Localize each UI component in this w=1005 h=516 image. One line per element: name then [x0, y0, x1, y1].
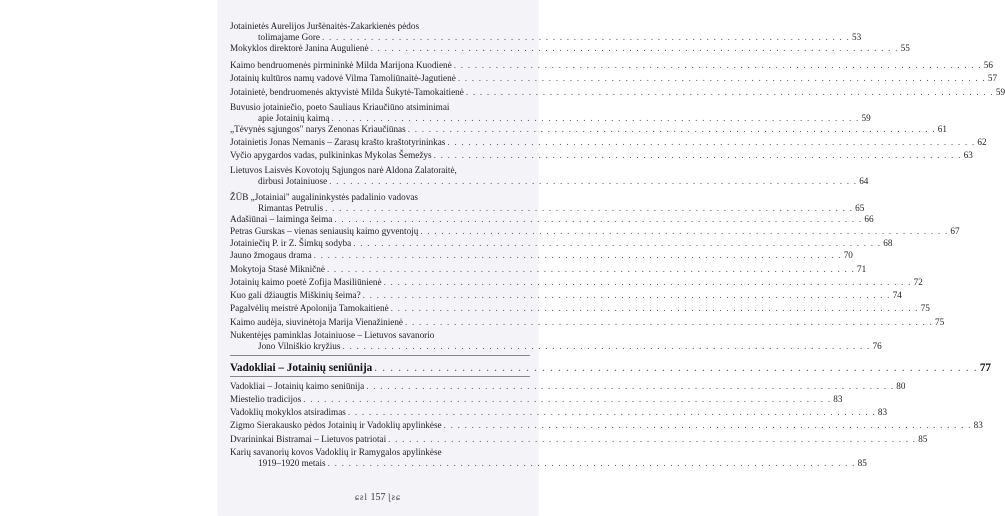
toc-entry-title: Vyčio apygardos vadas, pulkininkas Mykolas Šemežys [230, 150, 432, 160]
table-of-contents [218, 0, 1005, 516]
dot-leader: . . . . . . . . . . . . . . . . . . . . . . . . . . . . . . . . . . . . . . . . . . . . . . . . . . . . . . . . . . . . . . . . . . . . . . . . . . . . [433, 150, 962, 160]
toc-entry-title: Jotainietės Aurelijos Juršėnaitės-Zakarkienės pėdos [230, 21, 420, 31]
toc-entry-title: Vadokliai – Jotainių kaimo seniūnija [230, 381, 365, 391]
toc-page-number: 59 [995, 87, 1005, 97]
page-number: 157 [370, 492, 386, 503]
toc-entry-title: Jono Vilniškio kryžius [258, 340, 341, 351]
dot-leader: . . . . . . . . . . . . . . . . . . . . . . . . . . . . . . . . . . . . . . . . . . . . . . . . . . . . . . . . . . . . . . . . . . . . . . . . . . . . [447, 137, 976, 147]
toc-page-number: 68 [883, 238, 893, 248]
toc-entry-title: ŽŪB „Jotainiai" augalininkystės padalinio vadovas [230, 192, 418, 202]
toc-entry-title: Rimantas Petrulis [258, 202, 324, 213]
toc-page-number: 62 [977, 137, 987, 147]
toc-entry-title: Jotainietė, bendruomenės aktyvistė Milda Šukytė-Tamokaitienė [230, 87, 464, 97]
dot-leader: . . . . . . . . . . . . . . . . . . . . . . . . . . . . . . . . . . . . . . . . . . . . . . . . . . . . . . . . . . . . . . . . . . . . . . . . . . . . [331, 112, 860, 123]
toc-entry [230, 381, 906, 392]
toc-page-number: 70 [843, 250, 853, 260]
toc-entry [230, 264, 867, 275]
dot-leader: . . . . . . . . . . . . . . . . . . . . . . . . . . . . . . . . . . . . . . . . . . . . . . . . . . . . . . . . . . . . . . . . . . . . . . . . . . . . [405, 317, 934, 327]
dot-leader: . . . . . . . . . . . . . . . . . . . . . . . . . . . . . . . . . . . . . . . . . . . . . . . . . . . . . . . . . . . . . . . . . . . . . . . . . . . . [322, 31, 851, 42]
toc-entry-title: Nukentėjęs paminklas Jotainiuose – Lietuvos savanorio [230, 330, 435, 340]
toc-entry-title: Miestelio tradicijos [230, 394, 302, 404]
dot-leader: . . . . . . . . . . . . . . . . . . . . . . . . . . . . . . . . . . . . . . . . . . . . . . . . . . . . . . . . . . . . . . . . . . . . . . . . . . . . [465, 87, 994, 97]
dot-leader: . . . . . . . . . . . . . . . . . . . . . . . . . . . . . . . . . . . . . . . . . . . . . . . . . . . . . . . . . . . . . . . . . . . . . . . . . . . . [407, 124, 936, 134]
toc-entry [230, 277, 923, 288]
toc-page-number: 55 [900, 43, 910, 53]
toc-entry [230, 303, 930, 314]
dot-leader: . . . . . . . . . . . . . . . . . . . . . . . . . . . . . . . . . . . . . . . . . . . . . . . . . . . . . . . . . . . . . . . . . . . . . . . . . . . . [443, 420, 972, 430]
dot-leader: . . . . . . . . . . . . . . . . . . . . . . . . . . . . . . . . . . . . . . . . . . . . . . . . . . . . . . . . . . . . . . . . . . . . . . . . . . . . [353, 238, 882, 248]
toc-entry [230, 447, 867, 468]
toc-entry-title: Buvusio jotainiečio, poeto Sauliaus Kriaučiūno atsiminimai [230, 102, 450, 112]
dot-leader: . . . . . . . . . . . . . . . . . . . . . . . . . . . . . . . . . . . . . . . . . . . . . . . . . . . . . . . . . . . . . . . . . . . . . . . . . . . . [313, 250, 842, 260]
toc-page-number: 80 [896, 381, 906, 391]
book-page [218, 0, 1005, 516]
toc-page-number: 74 [892, 290, 902, 300]
toc-entry-title: Kaimo bendruomenės pirmininkė Milda Marijona Kuodienė [230, 60, 452, 70]
dot-leader: . . . . . . . . . . . . . . . . . . . . . . . . . . . . . . . . . . . . . . . . . . . . . . . . . . . . . . . . . . . . . . . . . . . . . . . . . . . . [366, 381, 895, 391]
toc-entry [230, 150, 973, 161]
dot-leader: . . . . . . . . . . . . . . . . . . . . . . . . . . . . . . . . . . . . . . . . . . . . . . . . . . . . . . . . . . . . . . . . . . . . . . . . . . . . [342, 340, 871, 351]
toc-page-number: 75 [935, 317, 945, 327]
toc-page-number: 83 [973, 420, 983, 430]
toc-entry-title: 1919–1920 metais [258, 457, 326, 468]
toc-entry-title: Jotainių kultūros namų vadovė Vilma Tamoliūnaitė-Jagutienė [230, 73, 456, 83]
toc-entry-title: Lietuvos Laisvės Kovotojų Sąjungos narė Aldona Zalatoraitė, [230, 165, 457, 175]
toc-entry [230, 434, 928, 445]
toc-entry-title: Kaimo audėja, siuvinėtoja Marija Vienažinienė [230, 317, 404, 327]
toc-entry-title: Jotainiečių P. ir Z. Šimkų sodyba [230, 238, 352, 248]
dot-leader: . . . . . . . . . . . . . . . . . . . . . . . . . . . . . . . . . . . . . . . . . . . . . . . . . . . . . . . . . . . . . . . . . . . . . . . . . . . . [374, 362, 978, 374]
toc-page-number: 71 [856, 264, 867, 274]
toc-page-number: 65 [855, 202, 865, 213]
toc-entry-title: dirbusi Jotainiuose [258, 175, 328, 186]
toc-entry-title: Vadoklių mokyklos atsiradimas [230, 407, 346, 417]
toc-entry [230, 250, 853, 261]
footer-ornament-left: ɕƨl [355, 492, 368, 502]
toc-entry-title: Jauno žmogaus drama [230, 250, 312, 260]
toc-entry [230, 317, 945, 328]
toc-entry-title: Jotainių kaimo poetė Zofija Masiliūnienė [230, 277, 382, 287]
toc-page-number: 85 [918, 434, 928, 444]
toc-entry [230, 137, 987, 148]
dot-leader: . . . . . . . . . . . . . . . . . . . . . . . . . . . . . . . . . . . . . . . . . . . . . . . . . . . . . . . . . . . . . . . . . . . . . . . . . . . . [326, 264, 855, 274]
toc-entry [230, 226, 960, 237]
dot-leader: . . . . . . . . . . . . . . . . . . . . . . . . . . . . . . . . . . . . . . . . . . . . . . . . . . . . . . . . . . . . . . . . . . . . . . . . . . . . [327, 457, 856, 468]
dot-leader: . . . . . . . . . . . . . . . . . . . . . . . . . . . . . . . . . . . . . . . . . . . . . . . . . . . . . . . . . . . . . . . . . . . . . . . . . . . . [347, 407, 876, 417]
toc-page-number: 59 [861, 112, 871, 123]
toc-entry [230, 87, 1005, 98]
toc-entry-title: Dvarininkai Bistramai – Lietuvos patriotai [230, 434, 387, 444]
toc-page-number: 83 [877, 407, 888, 417]
toc-entry [230, 21, 862, 42]
dot-leader: . . . . . . . . . . . . . . . . . . . . . . . . . . . . . . . . . . . . . . . . . . . . . . . . . . . . . . . . . . . . . . . . . . . . . . . . . . . . [329, 175, 858, 186]
toc-page-number: 64 [859, 175, 869, 186]
toc-page-number: 67 [950, 226, 960, 236]
dot-leader: . . . . . . . . . . . . . . . . . . . . . . . . . . . . . . . . . . . . . . . . . . . . . . . . . . . . . . . . . . . . . . . . . . . . . . . . . . . . [420, 226, 949, 236]
toc-page-number: 85 [857, 457, 867, 468]
toc-entry-title: Jotainietis Jonas Nemanis – Zarasų krašto kraštotyrininkas [230, 137, 446, 147]
toc-entry [230, 330, 882, 351]
toc-entry [230, 407, 888, 418]
toc-page-number: 76 [872, 340, 882, 351]
toc-page-number: 75 [920, 303, 930, 313]
dot-leader: . . . . . . . . . . . . . . . . . . . . . . . . . . . . . . . . . . . . . . . . . . . . . . . . . . . . . . . . . . . . . . . . . . . . . . . . . . . . [390, 303, 919, 313]
toc-page-number: 53 [852, 31, 862, 42]
dot-leader: . . . . . . . . . . . . . . . . . . . . . . . . . . . . . . . . . . . . . . . . . . . . . . . . . . . . . . . . . . . . . . . . . . . . . . . . . . . . [362, 290, 891, 300]
toc-entry [230, 192, 865, 213]
toc-entry [230, 124, 947, 135]
toc-page-number: 72 [913, 277, 923, 287]
toc-entry [230, 43, 910, 54]
toc-entry [230, 238, 893, 249]
dot-leader: . . . . . . . . . . . . . . . . . . . . . . . . . . . . . . . . . . . . . . . . . . . . . . . . . . . . . . . . . . . . . . . . . . . . . . . . . . . . [334, 214, 863, 224]
footer-ornament-right: ɭƨɕ [388, 492, 401, 502]
toc-entry-title: „Tėvynės sąjungos" narys Zenonas Kriaučiūnas [230, 124, 406, 134]
toc-entry-title: Mokyklos direktorė Janina Augulienė [230, 43, 369, 53]
dot-leader: . . . . . . . . . . . . . . . . . . . . . . . . . . . . . . . . . . . . . . . . . . . . . . . . . . . . . . . . . . . . . . . . . . . . . . . . . . . . [325, 202, 854, 213]
toc-page-number: 77 [979, 362, 991, 374]
toc-entry [230, 420, 983, 431]
toc-entry [230, 394, 843, 405]
toc-entry-title: apie Jotainių kaimą [258, 112, 330, 123]
page-footer [218, 492, 538, 503]
section-divider [230, 376, 530, 377]
toc-page-number: 56 [983, 60, 993, 70]
toc-entry [230, 290, 902, 301]
section-divider [230, 355, 530, 356]
toc-entry-title: Zigmo Sierakausko pėdos Jotainių ir Vadoklių apylinkėse [230, 420, 442, 430]
toc-entry [230, 73, 998, 84]
dot-leader: . . . . . . . . . . . . . . . . . . . . . . . . . . . . . . . . . . . . . . . . . . . . . . . . . . . . . . . . . . . . . . . . . . . . . . . . . . . . [457, 73, 986, 83]
toc-section-heading [230, 362, 991, 375]
toc-page-number: 57 [987, 73, 998, 83]
toc-page-number: 66 [864, 214, 874, 224]
toc-page-number: 61 [937, 124, 947, 134]
toc-entry [230, 60, 993, 71]
toc-page-number: 63 [963, 150, 973, 160]
toc-entry [230, 165, 869, 186]
toc-entry [230, 102, 871, 123]
toc-entry-title: Pagalvėlių meistrė Apolonija Tamokaitienė [230, 303, 389, 313]
dot-leader: . . . . . . . . . . . . . . . . . . . . . . . . . . . . . . . . . . . . . . . . . . . . . . . . . . . . . . . . . . . . . . . . . . . . . . . . . . . . [370, 43, 899, 53]
toc-entry-title: Karių savanorių kovos Vadoklių ir Ramygalos apylinkėse [230, 447, 442, 457]
dot-leader: . . . . . . . . . . . . . . . . . . . . . . . . . . . . . . . . . . . . . . . . . . . . . . . . . . . . . . . . . . . . . . . . . . . . . . . . . . . . [303, 394, 832, 404]
toc-entry-title: Vadokliai – Jotainių seniūnija [230, 362, 373, 374]
toc-entry [230, 214, 874, 225]
toc-entry-title: Mokytoja Stasė Mikničnė [230, 264, 325, 274]
dot-leader: . . . . . . . . . . . . . . . . . . . . . . . . . . . . . . . . . . . . . . . . . . . . . . . . . . . . . . . . . . . . . . . . . . . . . . . . . . . . [453, 60, 982, 70]
toc-entry-title: Adašiūnai – laiminga šeima [230, 214, 333, 224]
dot-leader: . . . . . . . . . . . . . . . . . . . . . . . . . . . . . . . . . . . . . . . . . . . . . . . . . . . . . . . . . . . . . . . . . . . . . . . . . . . . [383, 277, 912, 287]
dot-leader: . . . . . . . . . . . . . . . . . . . . . . . . . . . . . . . . . . . . . . . . . . . . . . . . . . . . . . . . . . . . . . . . . . . . . . . . . . . . [388, 434, 917, 444]
toc-entry-title: Petras Gurskas – vienas seniausių kaimo gyventojų [230, 226, 419, 236]
toc-entry-title: tolimajame Gore [258, 31, 320, 42]
toc-page-number: 83 [833, 394, 843, 404]
toc-entry-title: Kuo gali džiaugtis Miškinių šeima? [230, 290, 361, 300]
